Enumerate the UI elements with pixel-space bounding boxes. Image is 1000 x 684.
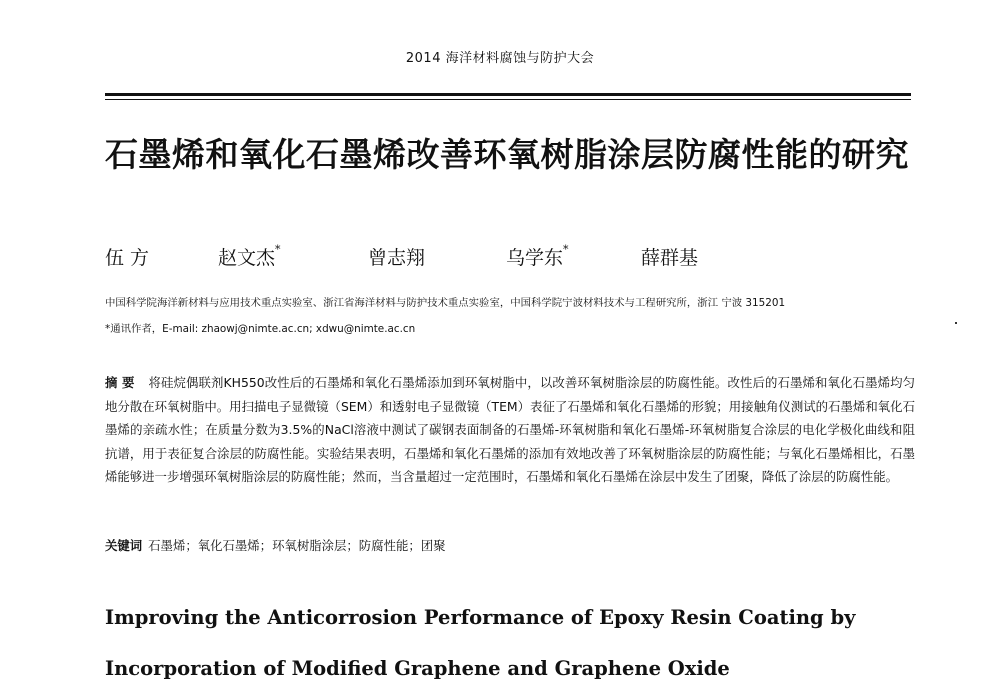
scan-speck (955, 322, 957, 324)
paper-title-english-line-1: Improving the Anticorrosion Performance of Epoxy Resin Coating by (105, 606, 856, 629)
corresponding-author: *通讯作者，E-mail: zhaowj@nimte.ac.cn; xdwu@nimte.ac.cn (105, 323, 416, 335)
paper-title-chinese: 石墨烯和氧化石墨烯改善环氧树脂涂层防腐性能的研究 (105, 135, 909, 174)
header-rule-thin (105, 99, 911, 100)
keywords (105, 536, 446, 554)
abstract (105, 371, 915, 489)
author-name: 伍 方 (105, 247, 150, 269)
paper-title-english-line-2: Incorporation of Modified Graphene and Graphene Oxide (105, 657, 730, 680)
keywords-label: 关键词 (105, 538, 143, 553)
author-5 (641, 243, 698, 270)
corresponding-mark: * (275, 243, 281, 256)
keywords-text: 石墨烯；氧化石墨烯；环氧树脂涂层；防腐性能；团聚 (148, 538, 446, 553)
author-name: 乌学东 (506, 247, 564, 269)
author-name: 曾志翔 (368, 247, 426, 269)
header-rule-thick (105, 93, 911, 96)
author-name: 赵文杰 (218, 247, 276, 269)
corresponding-mark: * (563, 243, 569, 256)
author-1 (105, 243, 149, 270)
author-4 (506, 243, 569, 270)
affiliation: 中国科学院海洋新材料与应用技术重点实验室、浙江省海洋材料与防护技术重点实验室，中国科学院宁波材料技术与工程研究所，浙江 宁波 315201 (105, 297, 786, 309)
abstract-text: 将硅烷偶联剂KH550改性后的石墨烯和氧化石墨烯添加到环氧树脂中，以改善环氧树脂涂层的防腐性能。改性后的石墨烯和氧化石墨烯均匀地分散在环氧树脂中。用扫描电子显微镜（SEM）和透射电子显微镜（TEM）表征了石墨烯和氧化石墨烯的形貌；用接触角仪测试的石墨烯和氧化石墨烯的亲疏水性；在质量分数为3.5%的NaCl溶液中测试了碳钢表面制备的石墨烯-环氧树脂和氧化石墨烯-环氧树脂复合涂层的电化学极化曲线和阻抗谱，用于表征复合涂层的防腐性能。实验结果表明，石墨烯和氧化石墨烯的添加有效地改善了环氧树脂涂层的防腐性能；与氧化石墨烯相比，石墨烯能够进一步增强环氧树脂涂层的防腐性能；然而，当含量超过一定范围时，石墨烯和氧化石墨烯在涂层中发生了团聚，降低了涂层的防腐性能。 (105, 375, 915, 484)
conference-header: 2014 海洋材料腐蚀与防护大会 (405, 51, 595, 66)
author-3 (368, 243, 425, 270)
author-2 (218, 243, 281, 270)
abstract-label: 摘 要 (105, 375, 135, 390)
author-name: 薛群基 (641, 247, 699, 269)
